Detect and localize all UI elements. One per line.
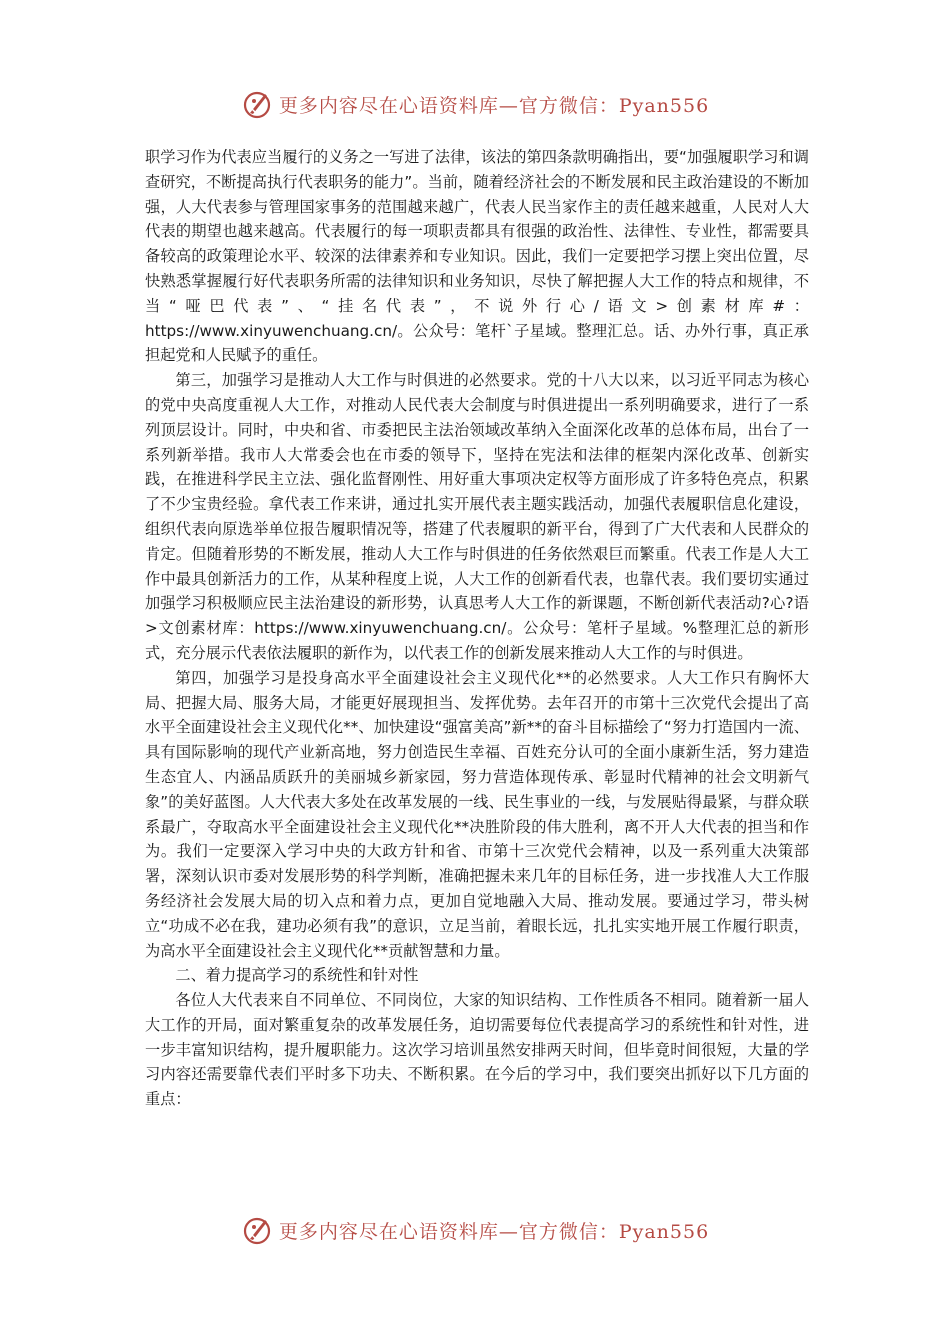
document-body <box>145 145 809 1112</box>
header-banner <box>0 84 950 124</box>
paragraph: 职学习作为代表应当履行的义务之一写进了法律，该法的第四条款明确指出，要“加强履职学习和调查研究，不断提高执行代表职务的能力”。当前，随着经济社会的不断发展和民主政治建设的不断加强，人大代表参与管理国家事务的范围越来越广，代表人民当家作主的责任越来越重，人民对人大代表的期望也越来越高。代表履行的每一项职责都具有很强的政治性、法律性、专业性，都需要具备较高的政策理论水平、较深的法律素养和专业知识。因此，我们一定要把学习摆上突出位置，尽快熟悉掌握履行好代表职务所需的法律知识和业务知识，尽快了解把握人大工作的特点和规律，不当“哑巴代表”、“挂名代表”，不说外行心/语文>创素材库#：https://www.xinyuwenchuang.cn/。公众号：笔杆`子星域。整理汇总。话、办外行事，真正承担起党和人民赋予的重任。 <box>145 148 809 365</box>
paragraph: 第四，加强学习是投身高水平全面建设社会主义现代化**的必然要求。人大工作只有胸怀大局、把握大局、服务大局，才能更好展现担当、发挥优势。去年召开的市第十三次党代会提出了高水平全面建设社会主义现代化**、加快建设“强富美高”新**的奋斗目标描绘了“努力打造国内一流、具有国际影响的现代产业新高地，努力创造民生幸福、百姓充分认可的全面小康新生活，努力建造生态宜人、内涵品质跃升的美丽城乡新家园，努力营造体现传承、彰显时代精神的社会文明新气象”的美好蓝图。人大代表大多处在改革发展的一线、民生事业的一线，与发展贴得最紧，与群众联系最广，夺取高水平全面建设社会主义现代化**决胜阶段的伟大胜利，离不开人大代表的担当和作为。我们一定要深入学习中央的大政方针和省、市第十三次党代会精神，以及一系列重大决策部署，深刻认识市委对发展形势的科学判断，准确把握未来几年的目标任务，进一步找准人大工作服务经济社会发展大局的切入点和着力点，更加自觉地融入大局、推动发展。要通过学习，带头树立“功成不必在我，建功必须有我”的意识，立足当前，着眼长远，扎扎实实地开展工作履行职责，为高水平全面建设社会主义现代化**贡献智慧和力量。 <box>145 668 809 960</box>
quill-logo-icon <box>241 1214 273 1246</box>
footer-banner <box>0 1210 950 1250</box>
section-heading: 二、着力提高学习的系统性和针对性 <box>175 966 419 985</box>
paragraph: 第三，加强学习是推动人大工作与时俱进的必然要求。党的十八大以来，以习近平同志为核心的党中央高度重视人大工作，对推动人民代表大会制度与时俱进提出一系列明确要求，进行了一系列顶层设计。同时，中央和省、市委把民主法治领域改革纳入全面深化改革的总体布局，出台了一系列新举措。我市人大常委会也在市委的领导下，坚持在宪法和法律的框架内深化改革、创新实践，在推进科学民主立法、强化监督刚性、用好重大事项决定权等方面形成了许多特色亮点，积累了不少宝贵经验。拿代表工作来讲，通过扎实开展代表主题实践活动，加强代表履职信息化建设，组织代表向原选举单位报告履职情况等，搭建了代表履职的新平台，得到了广大代表和人民群众的肯定。但随着形势的不断发展，推动人大工作与时俱进的任务依然艰巨而繁重。代表工作是人大工作中最具创新活力的工作，从某种程度上说，人大工作的创新看代表，也靠代表。我们要切实通过加强学习积极顺应民主法治建设的新形势，认真思考人大工作的新课题，不断创新代表活动?心?语>文创素材库：https://www.xinyuwenchuang.cn/。公众号：笔杆子星域。%整理汇总的新形式，充分展示代表依法履职的新作为，以代表工作的创新发展来推动人大工作的与时俱进。 <box>145 371 809 662</box>
quill-logo-icon <box>241 88 273 120</box>
paragraph: 各位人大代表来自不同单位、不同岗位，大家的知识结构、工作性质各不相同。随着新一届人大工作的开局，面对繁重复杂的改革发展任务，迫切需要每位代表提高学习的系统性和针对性，进一步丰富知识结构，提升履职能力。这次学习培训虽然安排两天时间，但毕竟时间很短，大量的学习内容还需要靠代表们平时多下功夫、不断积累。在今后的学习中，我们要突出抓好以下几方面的重点： <box>145 991 809 1109</box>
footer-banner-text: 更多内容尽在心语资料库—官方微信：Pyan556 <box>278 1220 710 1243</box>
header-banner-text: 更多内容尽在心语资料库—官方微信：Pyan556 <box>278 94 710 117</box>
